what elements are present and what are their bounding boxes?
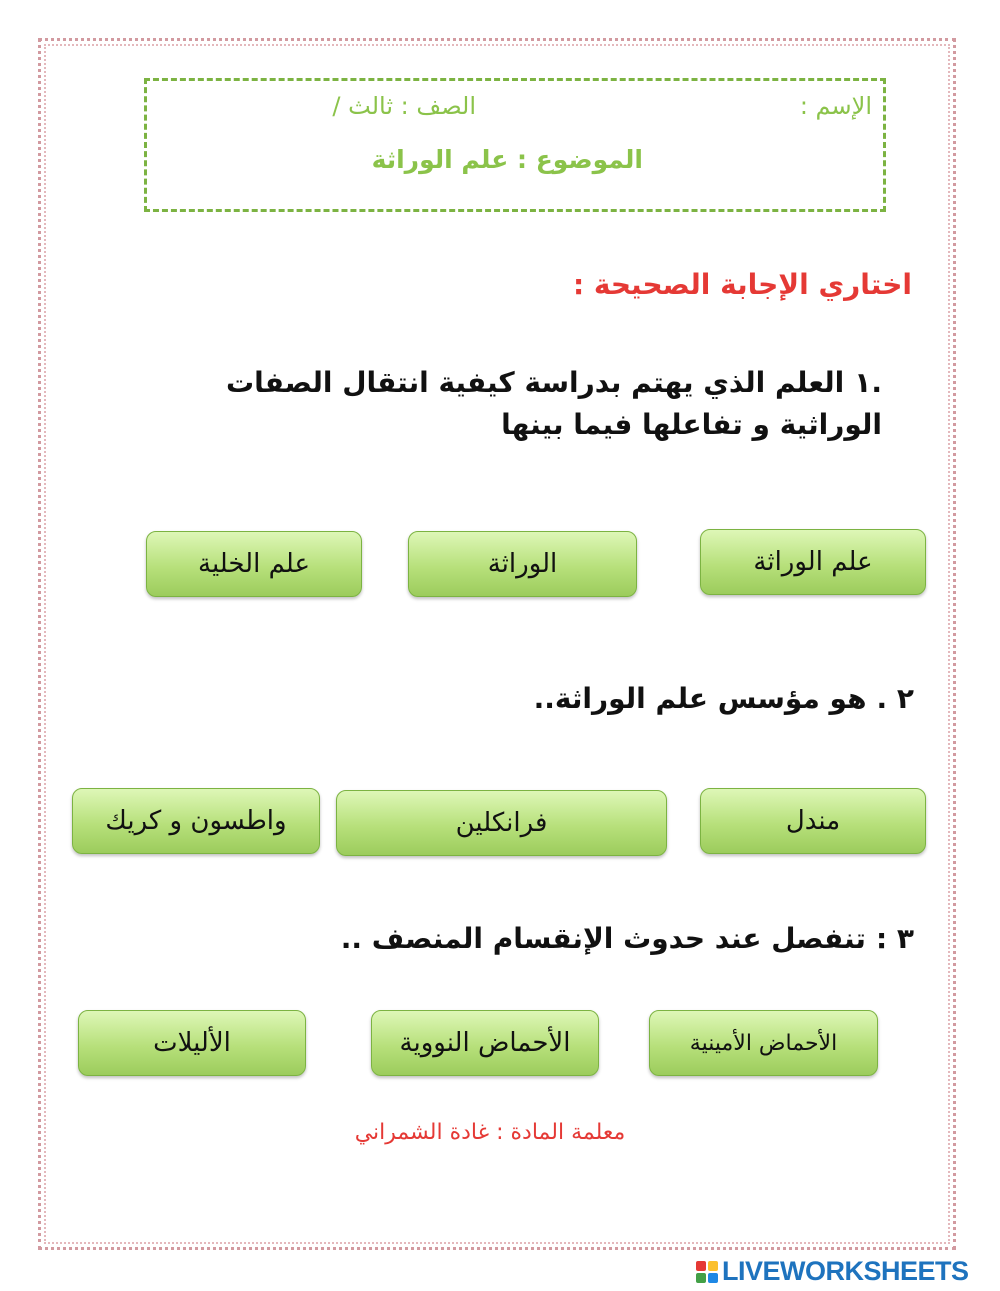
q2-option-3[interactable]: واطسون و كريك xyxy=(72,788,320,854)
question-1-line-2: الوراثية و تفاعلها فيما بينها xyxy=(501,408,882,441)
q2-option-1[interactable]: مندل xyxy=(700,788,926,854)
question-1-continued xyxy=(501,408,882,441)
logo-square-yellow xyxy=(708,1261,718,1271)
subject-label: الموضوع : علم الوراثة xyxy=(371,145,643,174)
logo-square-blue xyxy=(708,1273,718,1283)
q1-option-3[interactable]: علم الخلية xyxy=(146,531,362,597)
question-2 xyxy=(534,682,914,715)
question-2-text: هو مؤسس علم الوراثة.. xyxy=(533,682,867,715)
logo-square-red xyxy=(696,1261,706,1271)
question-2-number: ٢ . xyxy=(876,682,914,715)
question-1-line-1: العلم الذي يهتم بدراسة كيفية انتقال الصفات xyxy=(225,366,845,399)
instruction-heading: اختاري الإجابة الصحيحة : xyxy=(572,268,912,301)
q2-option-2[interactable]: فرانكلين xyxy=(336,790,667,856)
question-3-text: تنفصل عند حدوث الإنقسام المنصف .. xyxy=(340,922,866,955)
class-label: الصف : ثالث / xyxy=(332,92,476,120)
liveworksheets-logo-icon xyxy=(696,1261,718,1283)
question-3 xyxy=(341,922,914,955)
liveworksheets-brand xyxy=(696,1256,969,1287)
question-1 xyxy=(226,366,882,399)
name-label: الإسم : xyxy=(799,92,872,120)
q1-option-2[interactable]: الوراثة xyxy=(408,531,637,597)
q3-option-1[interactable]: الأحماض الأمينية xyxy=(649,1010,878,1076)
q3-option-2[interactable]: الأحماض النووية xyxy=(371,1010,599,1076)
teacher-signature: معلمة المادة : غادة الشمراني xyxy=(354,1120,626,1145)
logo-square-green xyxy=(696,1273,706,1283)
question-1-number: .١ xyxy=(854,366,882,399)
question-3-number: ٣ : xyxy=(875,922,914,955)
liveworksheets-text: LIVEWORKSHEETS xyxy=(722,1256,969,1286)
q1-option-1[interactable]: علم الوراثة xyxy=(700,529,926,595)
q3-option-3[interactable]: الأليلات xyxy=(78,1010,306,1076)
